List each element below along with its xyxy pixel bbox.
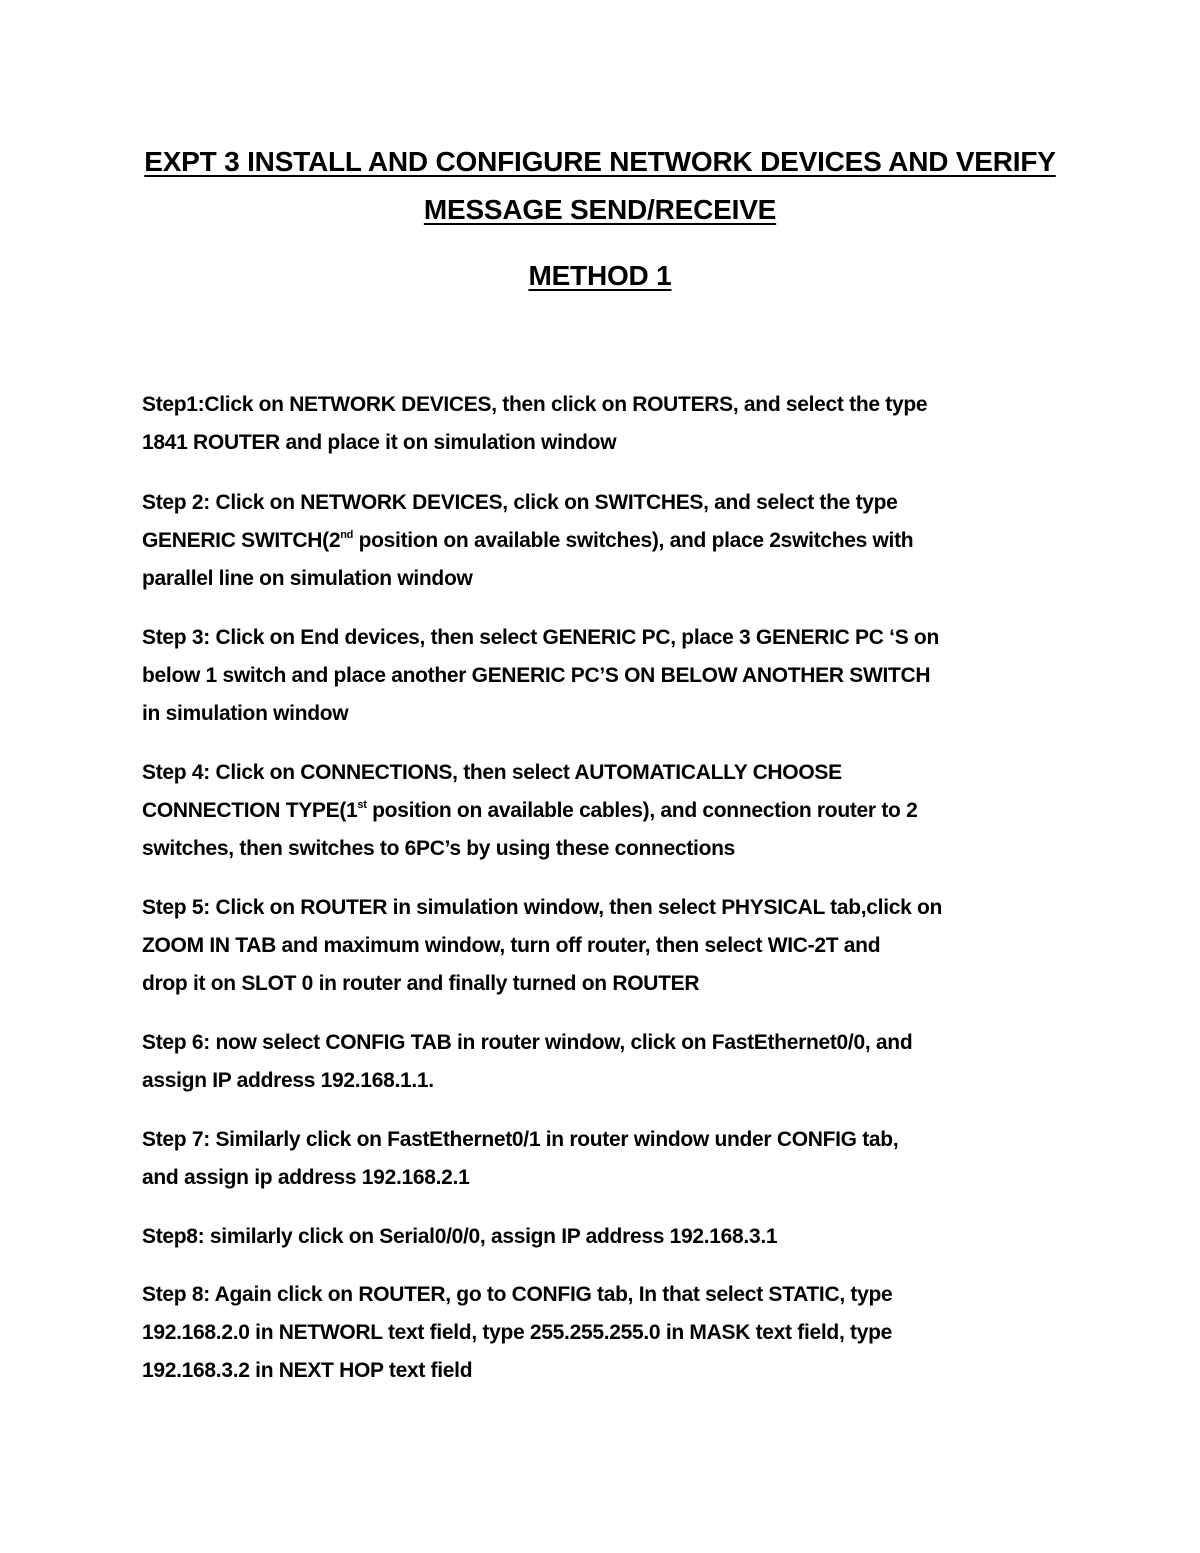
step-line: Step 5: Click on ROUTER in simulation window, then select PHYSICAL tab,click on: [142, 896, 943, 919]
step-line: Step 7: Similarly click on FastEthernet0/1 in router window under CONFIG tab,: [142, 1128, 899, 1151]
step-line: below 1 switch and place another GENERIC PC’S ON BELOW ANOTHER SWITCH: [142, 664, 931, 687]
step-text: position on available switches), and place 2switches with: [353, 529, 914, 552]
step-line-with-superscript: [142, 522, 1072, 560]
step-text: position on available cables), and connection router to 2: [366, 799, 918, 822]
step-text: GENERIC SWITCH(2: [142, 529, 341, 552]
step-4-paragraph: [142, 754, 1072, 868]
step-2-paragraph: [142, 484, 1072, 598]
step-line: Step 8: Again click on ROUTER, go to CONFIG tab, In that select STATIC, type: [142, 1283, 893, 1306]
step-7-paragraph: [142, 1121, 1072, 1197]
step-3-paragraph: [142, 619, 1072, 733]
step-line: Step 6: now select CONFIG TAB in router window, click on FastEthernet0/0, and: [142, 1031, 913, 1054]
step-line-with-superscript: [142, 792, 1072, 830]
step-8-paragraph: [142, 1218, 1072, 1256]
method-heading: METHOD 1: [528, 260, 672, 291]
step-line: Step 4: Click on CONNECTIONS, then select AUTOMATICALLY CHOOSE: [142, 761, 842, 784]
step-line: Step 2: Click on NETWORK DEVICES, click on SWITCHES, and select the type: [142, 491, 898, 514]
step-line: 1841 ROUTER and place it on simulation window: [142, 431, 617, 454]
step-line: 192.168.2.0 in NETWORL text field, type 255.255.255.0 in MASK text field, type: [142, 1321, 892, 1344]
step-5-paragraph: [142, 889, 1072, 1003]
document-title-line-1: EXPT 3 INSTALL AND CONFIGURE NETWORK DEVICES AND VERIFY: [144, 146, 1056, 177]
document-title-line-2: MESSAGE SEND/RECEIVE: [423, 194, 777, 225]
step-line: ZOOM IN TAB and maximum window, turn off router, then select WIC-2T and: [142, 934, 881, 957]
step-line: switches, then switches to 6PC’s by using these connections: [142, 837, 736, 860]
step-6-paragraph: [142, 1024, 1072, 1100]
step-line: in simulation window: [142, 702, 349, 725]
step-line: Step1:Click on NETWORK DEVICES, then click on ROUTERS, and select the type: [142, 393, 928, 416]
step-line: 192.168.3.2 in NEXT HOP text field: [142, 1359, 473, 1382]
step-line: Step8: similarly click on Serial0/0/0, assign IP address 192.168.3.1: [142, 1225, 778, 1248]
ordinal-superscript: st: [357, 799, 367, 811]
step-line: Step 3: Click on End devices, then select GENERIC PC, place 3 GENERIC PC ‘S on: [142, 626, 939, 649]
step-1-paragraph: [142, 386, 1072, 462]
step-text: CONNECTION TYPE(1: [142, 799, 358, 822]
step-8b-paragraph: [142, 1276, 1072, 1390]
step-line: drop it on SLOT 0 in router and finally turned on ROUTER: [142, 972, 700, 995]
ordinal-superscript: nd: [340, 529, 354, 541]
step-line: parallel line on simulation window: [142, 567, 473, 590]
step-line: and assign ip address 192.168.2.1: [142, 1166, 470, 1189]
step-line: assign IP address 192.168.1.1.: [142, 1069, 434, 1092]
